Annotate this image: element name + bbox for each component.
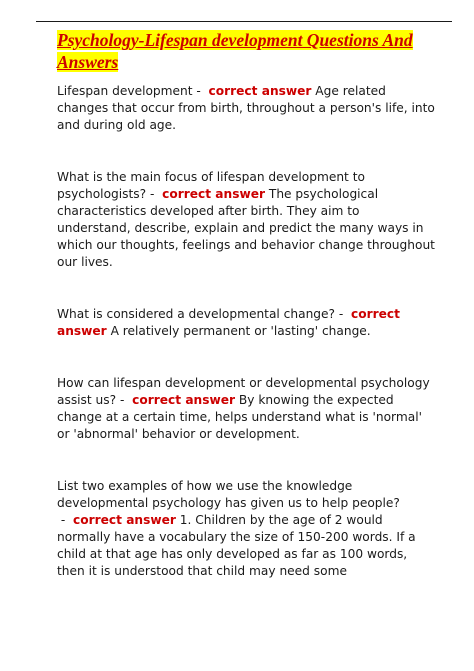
document-title-text: Psychology-Lifespan development Questions And Answers [57,30,413,72]
answer-marker: correct answer [162,187,265,201]
qa-item [57,478,435,580]
qa-list [57,83,435,615]
answer-marker: correct answer [208,84,312,98]
question-text: Lifespan development [57,84,193,98]
answer-marker: correct answer [132,393,236,407]
question-text: What is the main focus of lifespan development to psychologists? [57,170,365,201]
separator: - [116,393,133,407]
answer-marker: correct answer [57,307,400,338]
document-title [57,29,419,73]
separator: - [57,513,74,527]
separator: - [146,187,163,201]
answer-text: Age related changes that occur from birth, throughout a person's life, into and during old age. [57,84,435,132]
answer-marker: correct answer [73,513,176,527]
question-text: How can lifespan development or developmental psychology assist us? [57,376,430,407]
question-text: List two examples of how we use the knowledge developmental psychology has given us to help people? [57,479,400,510]
answer-text: A relatively permanent or 'lasting' change. [110,324,371,338]
answer-text: By knowing the expected change at a certain time, helps understand what is 'normal' or 'abnormal' behavior or development. [57,393,422,441]
answer-text: The psychological characteristics developed after birth. They aim to understand, describe, explain and predict the many ways in which our thoughts, feelings and behavior change throughout our lives. [57,187,435,269]
top-divider [36,21,452,22]
qa-item [57,375,435,443]
qa-item [57,306,435,340]
separator: - [335,307,352,321]
qa-item [57,83,435,134]
qa-item [57,169,435,271]
question-text: What is considered a developmental change? [57,307,335,321]
separator: - [192,84,209,98]
answer-text: 1. Children by the age of 2 would normally have a vocabulary the size of 150-200 words. If a child at that age has only developed as far as 100 words, then it is understood that child may need some [57,513,416,578]
